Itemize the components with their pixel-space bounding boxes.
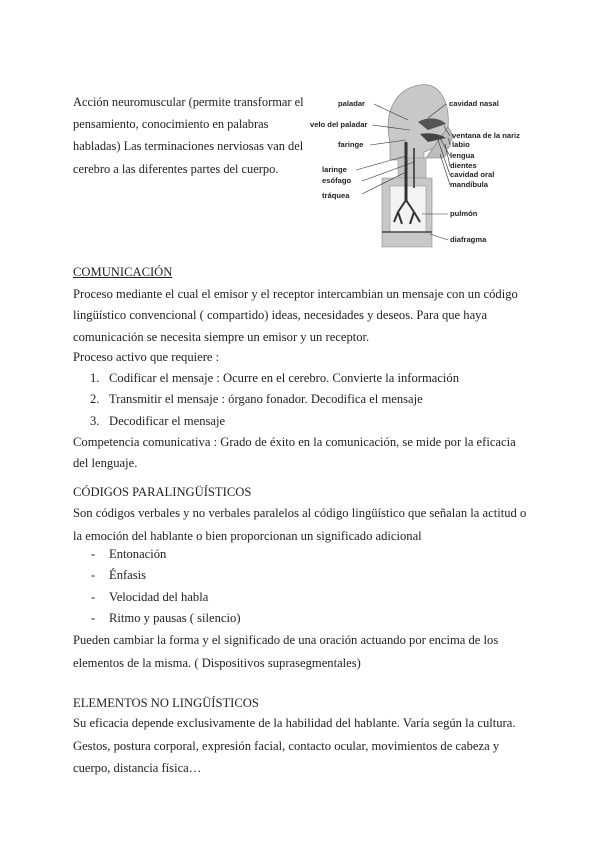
list-item: - Énfasis — [91, 568, 147, 583]
label-lengua: lengua — [450, 151, 475, 160]
list-item: - Entonación — [91, 547, 167, 561]
thorax-cavity — [390, 186, 426, 232]
no-linguisticos-paragraph: Su eficacia depende exclusivamente de la habilidad del hablante. Varía según la cultura. Gestos, postura corporal, expresión facial, contacto ocular, movimientos de cabeza y cuerpo, distancia física… — [73, 716, 516, 776]
list-item: 1. Codificar el mensaje : Ocurre en el cerebro. Convierte la información — [90, 371, 460, 385]
paralinguisticos-paragraph: Son códigos verbales y no verbales paralelos al código lingüístico que señalan la actitud o la emoción del hablante o bien proporcionan un significado adicional — [73, 506, 527, 543]
heading-paralinguisticos: CÓDIGOS PARALINGÜÍSTICOS — [73, 485, 252, 499]
process-steps-list — [73, 368, 533, 432]
heading-comunicacion: COMUNICACIÓN — [73, 265, 173, 279]
label-cavidad-oral: cavidad oral — [450, 170, 495, 179]
list-item: - Ritmo y pausas ( silencio) — [91, 611, 241, 626]
list-item: - Velocidad del habla — [91, 589, 209, 604]
list-item: 2. Transmitir el mensaje : órgano fonador. Decodifica el mensaje — [90, 392, 423, 407]
label-velo-paladar: velo del paladar — [310, 120, 368, 129]
paralinguisticos-list — [73, 544, 533, 630]
label-mandibula: mandíbula — [450, 180, 488, 189]
label-labio: labio — [452, 140, 470, 149]
list-item: 3. Decodificar el mensaje — [90, 413, 226, 428]
label-laringe: laringe — [322, 165, 347, 174]
label-traquea: tráquea — [322, 191, 350, 200]
label-paladar: paladar — [338, 99, 366, 108]
process-intro: Proceso activo que requiere : — [73, 350, 220, 364]
label-cavidad-nasal: cavidad nasal — [449, 99, 499, 108]
label-dientes: dientes — [450, 161, 477, 170]
neck — [398, 158, 426, 178]
heading-no-linguisticos: ELEMENTOS NO LINGÜÍSTICOS — [73, 696, 259, 710]
label-faringe: faringe — [338, 140, 364, 149]
comunicacion-paragraph: Proceso mediante el cual el emisor y el receptor intercambian un mensaje con un código lingüístico convencional ( compartido) ideas, necesidades y deseos. Para que haya comunicación se necesita siempre un emisor y un receptor. — [73, 287, 518, 344]
paralinguisticos-closing: Pueden cambiar la forma y el significado de una oración actuando por encima de los elementos de la misma. ( Dispositivos suprasegmentales) — [73, 633, 499, 670]
label-pulmon: pulmón — [450, 209, 478, 218]
label-ventana-nariz: ventana de la nariz — [452, 131, 520, 140]
competencia-paragraph: Competencia comunicativa : Grado de éxito en la comunicación, se mide por la eficacia del lenguaje. — [73, 435, 516, 471]
vocal-apparatus-diagram — [310, 82, 528, 252]
label-diafragma: diafragma — [450, 235, 487, 244]
intro-paragraph: Acción neuromuscular (permite transformar el pensamiento, conocimiento en palabras habladas) Las terminaciones nerviosas van del cerebro a las diferentes partes del cuerpo. — [73, 95, 304, 176]
label-esofago: esófago — [322, 176, 352, 185]
